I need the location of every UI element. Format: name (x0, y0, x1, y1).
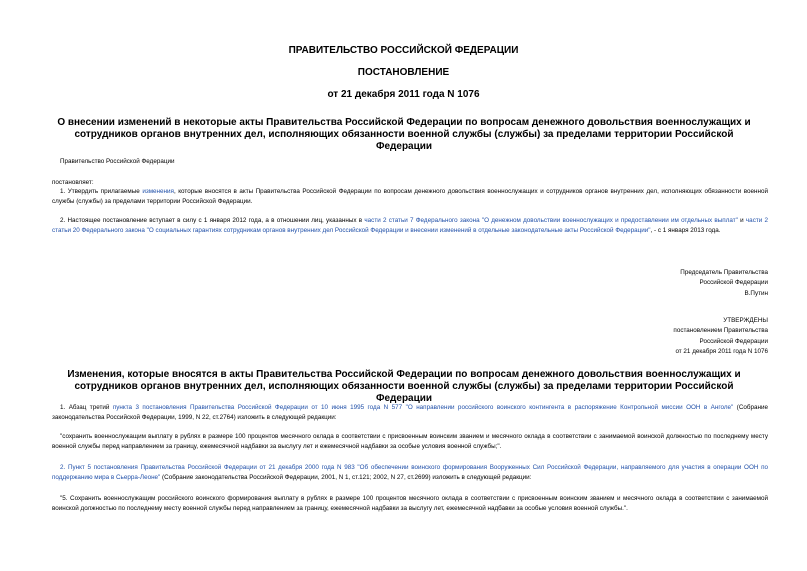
signature-position: Председатель Правительства (680, 269, 768, 276)
decree-577-link[interactable]: пункта 3 постановления Правительства Российской Федерации от 10 июня 1995 года N 577 "О направлении российского воинского контингента в распоряжение Контрольной миссии ООН в Анголе" (112, 404, 734, 411)
document-date: от 21 декабря 2011 года N 1076 (327, 89, 480, 100)
paragraph-1-start: 1. Утвердить прилагаемые (60, 188, 143, 195)
signature-name: В.Путин (744, 289, 768, 297)
decides-text: постановляет: (52, 179, 94, 186)
document-type: ПОСТАНОВЛЕНИЕ (357, 67, 450, 78)
government-heading: ПРАВИТЕЛЬСТВО РОССИЙСКОЙ ФЕДЕРАЦИИ (288, 45, 519, 56)
approved-country: Российской Федерации (699, 337, 768, 345)
decree-983-link[interactable]: 2. Пункт 5 постановления Правительства Российской Федерации от 21 декабря 2000 года N 983 "Об обеспечении воинского формирования Вооруженных Сил Российской Федерации, направляемого для участия в операции ООН по поддержанию мира в Сьерра-Леоне" (52, 464, 768, 481)
approved-block (560, 316, 768, 357)
signature-block (560, 268, 768, 299)
change-1 (52, 403, 768, 422)
change-1-quote: "сохранить военнослужащим выплату в рублях в размере 100 процентов месячного оклада в соответствии с присвоенным воинским званием и месячного оклада в соответствии с занимаемой воинской должностью по последнему месту военной службы перед направлением за границу, ежемесячной надбавки за выслугу лет и ежемесячной надбавки за особые условия военной службы;". (52, 433, 768, 450)
paragraph-2-end: , - с 1 января 2013 года. (650, 226, 721, 234)
paragraph-1 (52, 187, 768, 206)
paragraph-1-end: , которые вносятся в акты Правительства Российской Федерации по вопросам денежного довольствия военнослужащих и сотрудников органов внутренних дел, исполняющих обязанности военной службы (службы) за пределами территории Российской Федерации. (52, 188, 768, 205)
approved-date: от 21 декабря 2011 года N 1076 (675, 347, 768, 355)
change-1-end: (Собрание законодательства Российской Федерации, 1999, N 22, ст.2764) изложить в следующей редакции: (52, 404, 768, 421)
issuer-text: Правительство Российской Федерации (60, 158, 175, 165)
approved-label: УТВЕРЖДЕНЫ (723, 317, 768, 324)
change-1-start: 1. Абзац третий (60, 404, 113, 411)
law-article-20-link[interactable]: части 2 статьи 20 Федерального закона "О социальных гарантиях сотрудникам органов внутренних дел Российской Федерации и внесении изменений в отдельные законодательные акты Российской Федерации" (52, 217, 768, 234)
changes-title: Изменения, которые вносятся в акты Правительства Российской Федерации по вопросам денежного довольствия военнослужащих и сотрудников органов внутренних дел, исполняющих обязанности военной службы (службы) за пределами территории Российской Федерации (67, 369, 741, 404)
paragraph-2 (52, 216, 768, 235)
document-title: О внесении изменений в некоторые акты Правительства Российской Федерации по вопросам денежного довольствия военнослужащих и сотрудников органов внутренних дел, исполняющих обязанности военной службы (службы) за пределами территории Российской Федерации (57, 117, 751, 152)
law-article-7-link[interactable]: части 2 статьи 7 Федерального закона "О денежном довольствии военнослужащих и предоставлении им отдельных выплат" (364, 217, 738, 224)
paragraph-2-and: и (737, 217, 746, 224)
change-2-end: (Собрание законодательства Российской Федерации, 2001, N 1, ст.121; 2002, N 27, ст.2699) изложить в следующей редакции: (160, 473, 532, 481)
paragraph-2-start: 2. Настоящее постановление вступает в силу с 1 января 2012 года, а в отношении лиц, указанных в (60, 217, 365, 224)
changes-link[interactable]: изменения (142, 188, 174, 195)
approved-by: постановлением Правительства (673, 327, 768, 335)
change-2 (52, 463, 768, 482)
signature-country: Российской Федерации (699, 279, 768, 287)
change-2-quote: "5. Сохранить военнослужащим российского воинского формирования выплату в рублях в размере 100 процентов месячного оклада в соответствии с присвоенным воинским званием и месячного оклада в соответствии с занимаемой воинской должностью по последнему месту военной службы перед направлением за границу, ежемесячной надбавки за выслугу лет, ежемесячной надбавки за особые условия военной службы.". (52, 495, 768, 512)
